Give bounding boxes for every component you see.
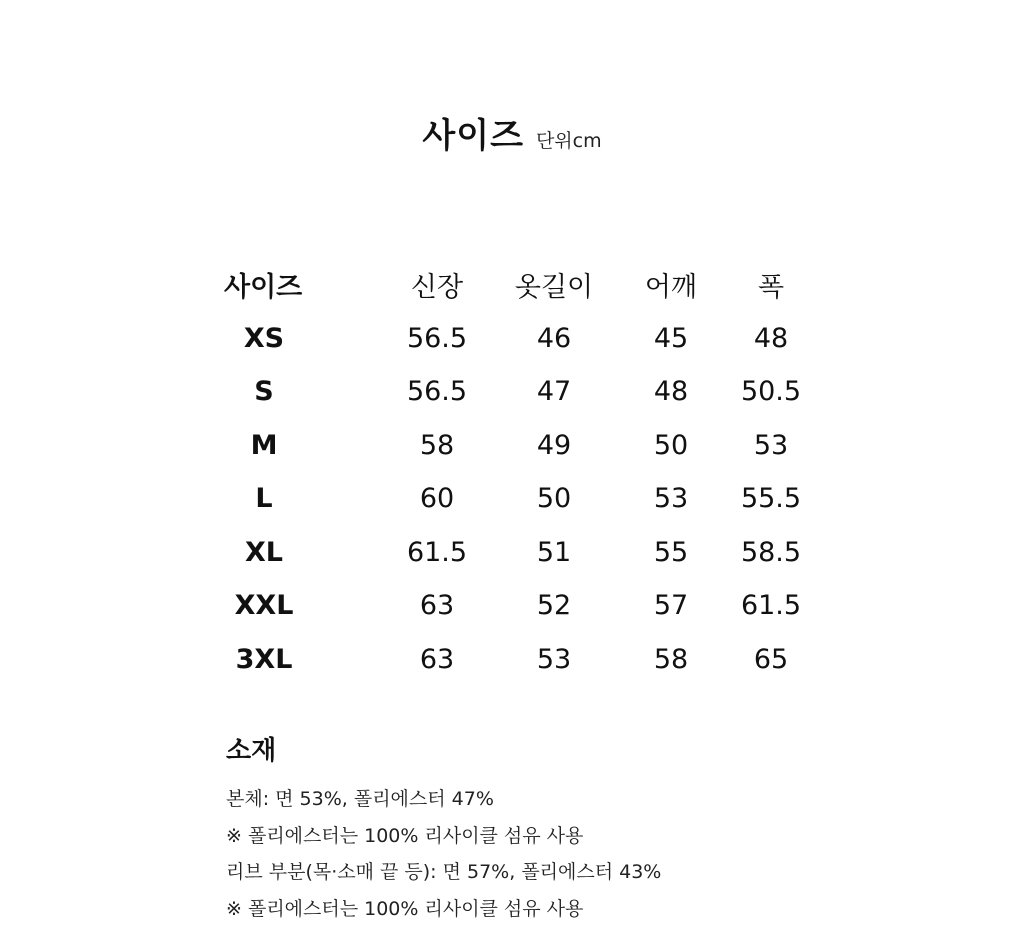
size-table — [214, 258, 821, 686]
material-note-line: ※ 폴리에스터는 100% 리사이클 섬유 사용 — [226, 824, 584, 847]
size-header — [0, 108, 1024, 157]
size-cell: XS — [243, 322, 285, 354]
size-cell: M — [250, 429, 278, 461]
length-cell: 52 — [536, 590, 572, 622]
height-cell: 56.5 — [406, 322, 468, 354]
width-cell: 65 — [753, 643, 789, 675]
gap-cell — [314, 365, 387, 419]
width-cell: 61.5 — [740, 590, 802, 622]
gap-cell — [314, 633, 387, 687]
height-cell: 63 — [419, 590, 455, 622]
gap-cell — [314, 419, 387, 473]
size-cell: L — [255, 483, 273, 515]
material-body-line: 본체: 면 53%, 폴리에스터 47% — [226, 788, 494, 810]
height-cell: 61.5 — [406, 536, 468, 568]
size-cell: XL — [244, 536, 284, 568]
shoulder-cell: 53 — [653, 483, 689, 515]
width-cell: 53 — [753, 429, 789, 461]
length-cell: 51 — [536, 536, 572, 568]
height-cell: 56.5 — [406, 376, 468, 408]
column-header-shoulder: 어깨 — [644, 272, 698, 304]
length-cell: 47 — [536, 376, 572, 408]
material-title: 소재 — [226, 736, 277, 766]
page-title: 사이즈 — [422, 116, 524, 156]
material-note-line: ※ 폴리에스터는 100% 리사이클 섬유 사용 — [226, 897, 584, 920]
column-header-size: 사이즈 — [224, 272, 303, 304]
gap-cell — [314, 312, 387, 366]
size-cell: XXL — [234, 590, 294, 622]
shoulder-cell: 58 — [653, 643, 689, 675]
table-row — [214, 633, 821, 687]
gap-cell — [314, 579, 387, 633]
shoulder-cell: 45 — [653, 322, 689, 354]
unit-label: 단위cm — [535, 130, 602, 152]
size-cell: S — [254, 376, 274, 408]
length-cell: 49 — [536, 429, 572, 461]
table-row — [214, 579, 821, 633]
column-header-height: 신장 — [410, 272, 464, 304]
column-header-length: 옷길이 — [514, 272, 594, 304]
width-cell: 50.5 — [740, 376, 802, 408]
gap-cell — [314, 526, 387, 580]
material-rib-line: 리브 부분(목·소매 끝 등): 면 57%, 폴리에스터 43% — [226, 861, 662, 883]
table-header-row — [214, 258, 821, 312]
height-cell: 58 — [419, 429, 455, 461]
table-row — [214, 526, 821, 580]
width-cell: 58.5 — [740, 536, 802, 568]
table-row — [214, 472, 821, 526]
column-gap — [314, 258, 387, 312]
width-cell: 48 — [753, 322, 789, 354]
length-cell: 46 — [536, 322, 572, 354]
table-row — [214, 419, 821, 473]
size-cell: 3XL — [235, 643, 293, 675]
height-cell: 60 — [419, 483, 455, 515]
shoulder-cell: 55 — [653, 536, 689, 568]
shoulder-cell: 57 — [653, 590, 689, 622]
column-header-width: 폭 — [757, 272, 785, 304]
shoulder-cell: 50 — [653, 429, 689, 461]
material-section — [226, 733, 661, 927]
gap-cell — [314, 472, 387, 526]
width-cell: 55.5 — [740, 483, 802, 515]
shoulder-cell: 48 — [653, 376, 689, 408]
table-row — [214, 312, 821, 366]
table-row — [214, 365, 821, 419]
length-cell: 53 — [536, 643, 572, 675]
length-cell: 50 — [536, 483, 572, 515]
height-cell: 63 — [419, 643, 455, 675]
